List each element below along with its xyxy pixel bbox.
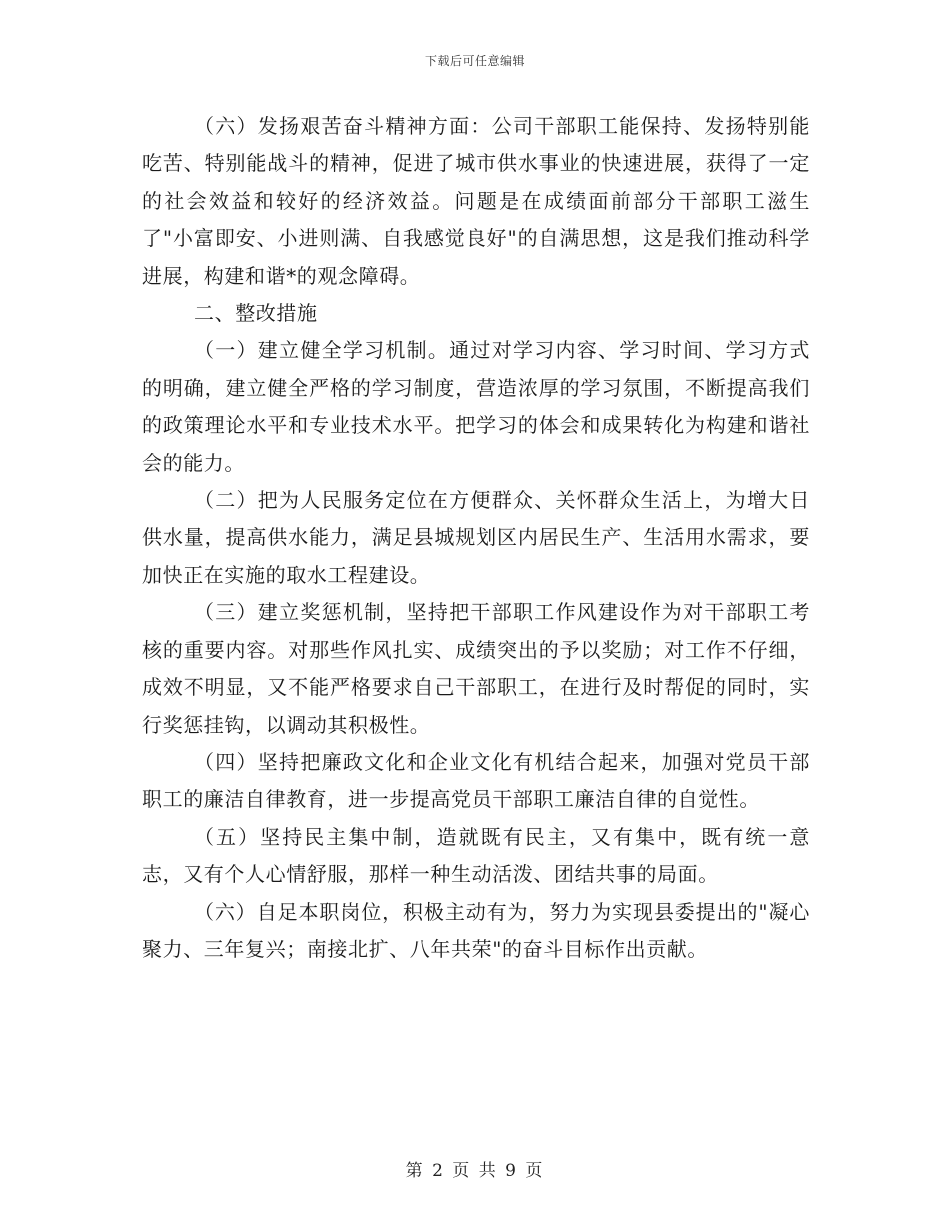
page-number-footer: 第 2 页 共 9 页 bbox=[405, 1161, 545, 1181]
paragraph-reward-mechanism: （三）建立奖惩机制，坚持把干部职工作风建设作为对干部职工考核的重要内容。对那些作风扎实、成绩突出的予以奖励；对工作不仔细，成效不明显，又不能严格要求自己干部职工，在进行及时帮促的同时，实行奖惩挂钩，以调动其积极性。 bbox=[142, 600, 810, 737]
paragraph-study-mechanism: （一）建立健全学习机制。通过对学习内容、学习时间、学习方式的明确，建立健全严格的学习制度，营造浓厚的学习氛围，不断提高我们的政策理论水平和专业技术水平。把学习的体会和成果转化为构建和谐社会的能力。 bbox=[142, 338, 810, 475]
paragraph-integrity-culture: （四）坚持把廉政文化和企业文化有机结合起来，加强对党员干部职工的廉洁自律教育，进一步提高党员干部职工廉洁自律的自觉性。 bbox=[142, 749, 810, 812]
page-header: 下载后可任意编辑 bbox=[424, 54, 525, 68]
paragraph-goals-contribution: （六）自足本职岗位，积极主动有为，努力为实现县委提出的"凝心聚力、三年复兴；南接北扩、八年共荣"的奋斗目标作出贡献。 bbox=[142, 899, 810, 961]
paragraph-serve-people: （二）把为人民服务定位在方便群众、关怀群众生活上，为增大日供水量，提高供水能力，满足县城规划区内居民生产、生活用水需求，要加快正在实施的取水工程建设。 bbox=[142, 488, 810, 587]
document-body bbox=[142, 108, 810, 968]
section-heading-rectification: 二、整改措施 bbox=[194, 301, 318, 326]
paragraph-democratic-centralism: （五）坚持民主集中制，造就既有民主，又有集中，既有统一意志，又有个人心情舒服，那样一种生动活泼、团结共事的局面。 bbox=[142, 824, 810, 887]
paragraph-hardship-spirit: （六）发扬艰苦奋斗精神方面：公司干部职工能保持、发扬特别能吃苦、特别能战斗的精神，促进了城市供水事业的快速进展，获得了一定的社会效益和较好的经济效益。问题是在成绩面前部分干部职工滋生了"小富即安、小进则满、自我感觉良好"的自满思想，这是我们推动科学进展，构建和谐*的观念障碍。 bbox=[142, 114, 810, 288]
